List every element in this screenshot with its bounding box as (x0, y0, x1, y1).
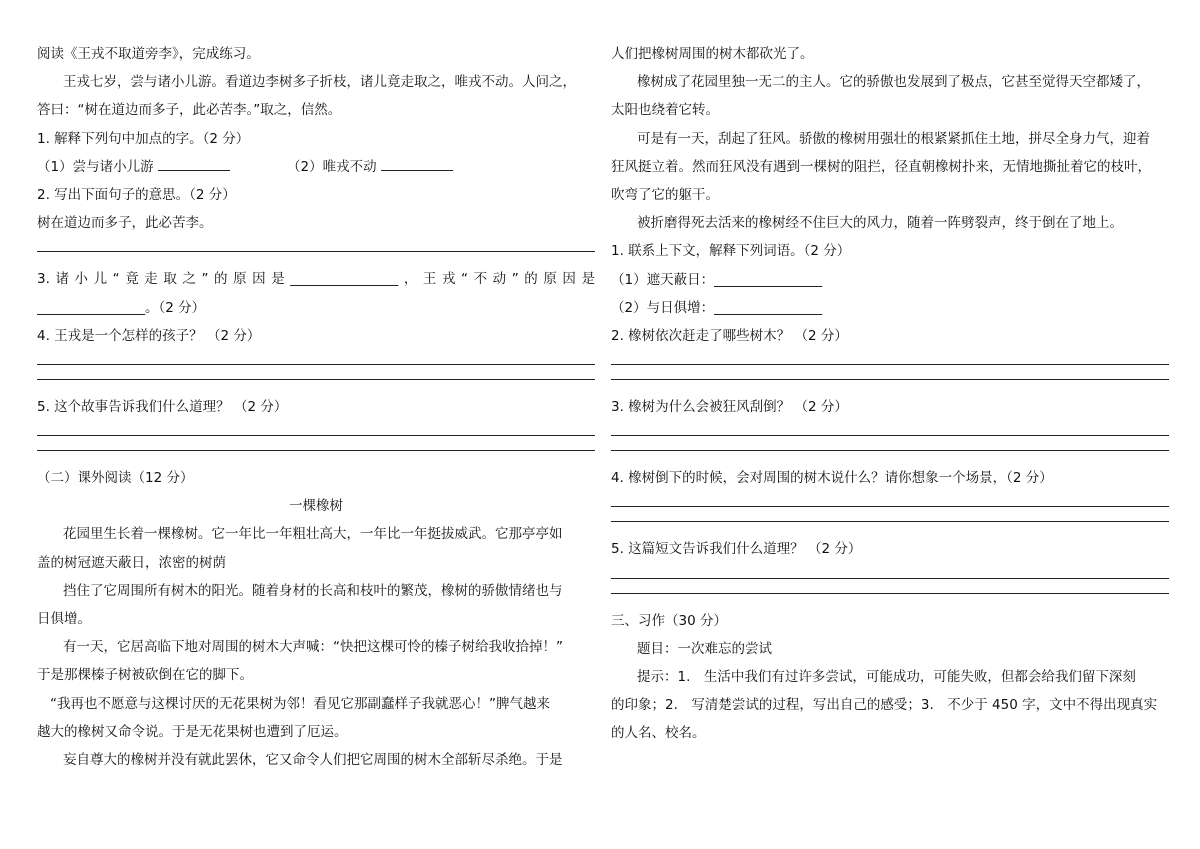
essay-hint-line-1: 提示：1. 生活中我们有过许多尝试，可能成功，可能失败，但都会给我们留下深刻 (637, 669, 1136, 685)
story-title: 一棵橡树 (289, 498, 343, 515)
reading-intro: 阅读《王戎不取道旁李》，完成练习。 (37, 46, 260, 62)
question-3-segment: 之 (182, 271, 196, 288)
section-3-heading: 三、习作（30 分） (611, 612, 727, 629)
question-3-segment: 是 (271, 271, 285, 288)
question-r2: 2. 橡树依次赶走了哪些树木？ （2 分） (611, 327, 848, 344)
essay-hint-line-2: 的印象；2. 写清楚尝试的过程，写出自己的感受；3. 不少于 450 字，文中不得出现真实 (611, 697, 1158, 714)
classical-text-line-1: 王戎七岁，尝与诸小儿游。看道边李树多子折枝，诸儿竟走取之，唯戎不动。人问之， (63, 74, 576, 91)
story-line-8: 越大的橡树又命令说。于是无花果树也遭到了厄运。 (37, 723, 348, 740)
question-r5: 5. 这篇短文告诉我们什么道理？ （2 分） (611, 541, 862, 558)
answer-line[interactable] (611, 578, 1169, 579)
question-3-segment: 走 (144, 271, 158, 288)
question-r3: 3. 橡树为什么会被狂风刮倒？ （2 分） (611, 399, 848, 416)
question-3-segment: 儿 (93, 271, 108, 288)
question-3-segment: 3. (37, 271, 50, 288)
story-continued-line-4: 可是有一天，刮起了狂风。骄傲的橡树用强壮的根紧紧抓住土地，拼尽全身力气，迎着 (637, 130, 1150, 147)
question-3-segment: 竟 (125, 271, 139, 288)
story-continued-line-3: 太阳也绕着它转。 (611, 102, 719, 119)
answer-line[interactable] (611, 379, 1169, 380)
question-4: 4. 王戎是一个怎样的孩子？ （2 分） (37, 327, 261, 344)
question-1-item-a: （1）尝与诸小儿游 (37, 158, 154, 175)
question-3-line-1 (37, 265, 595, 293)
question-3-segment: 因 (252, 271, 266, 288)
section-2-heading: （二）课外阅读（12 分） (37, 470, 194, 487)
answer-line[interactable] (611, 593, 1169, 594)
question-3-segment: 动 (492, 271, 507, 288)
story-line-6: 于是那棵榛子树被砍倒在它的脚下。 (37, 667, 253, 684)
question-1: 1. 解释下列句中加点的字。（2 分） (37, 130, 250, 147)
answer-line[interactable] (611, 450, 1169, 451)
question-3-segment: ” (201, 271, 209, 288)
story-line-4: 日俱增。 (37, 611, 91, 627)
classical-text-line-2: 答曰：“树在道边而多子，此必苦李。”取之，信然。 (37, 102, 342, 119)
answer-line[interactable] (37, 450, 595, 451)
question-3-segment[interactable]: ________________ (290, 271, 399, 288)
question-3-segment: 不 (473, 271, 488, 288)
question-5: 5. 这个故事告诉我们什么道理？ （2 分） (37, 398, 288, 415)
answer-blank-1b[interactable] (381, 158, 453, 171)
question-3-segment: 取 (163, 271, 177, 288)
answer-line[interactable] (611, 521, 1169, 522)
story-line-5: 有一天，它居高临下地对周围的树木大声喊：“快把这棵可怜的榛子树给我收拾掉！” (63, 639, 563, 656)
question-r1-item-b[interactable]: （2）与日俱增：________________ (611, 299, 823, 316)
answer-line[interactable] (37, 379, 595, 380)
answer-line[interactable] (37, 364, 595, 365)
story-line-3: 挡住了它周围所有树木的阳光。随着身材的长高和枝叶的繁茂，橡树的骄傲情绪也与 (63, 582, 563, 599)
story-line-2: 盖的树冠遮天蔽日，浓密的树荫 (37, 554, 226, 571)
question-3-segment: 是 (581, 271, 595, 288)
question-2: 2. 写出下面句子的意思。（2 分） (37, 186, 236, 203)
question-3-segment: ” (511, 271, 519, 288)
question-3-segment: 戎 (441, 271, 456, 288)
story-continued-line-5: 狂风挺立着。然而狂风没有遇到一棵树的阻拦，径直朝橡树扑来，无情地撕扯着它的枝叶， (611, 158, 1151, 175)
question-3-segment: 原 (543, 271, 557, 288)
answer-line[interactable] (37, 435, 595, 436)
question-r4: 4. 橡树倒下的时候，会对周围的树木说什么？请你想象一个场景，（2 分） (611, 470, 1053, 487)
question-3-segment: 王 (422, 271, 437, 288)
question-r1: 1. 联系上下文，解释下列词语。（2 分） (611, 243, 851, 260)
story-continued-line-7: 被折磨得死去活来的橡树经不住巨大的风力，随着一阵劈裂声，终于倒在了地上。 (637, 215, 1123, 232)
answer-line[interactable] (611, 364, 1169, 365)
question-3-segment: 原 (233, 271, 247, 288)
story-line-1: 花园里生长着一棵橡树。它一年比一年粗壮高大，一年比一年挺拔威武。它那亭亭如 (63, 526, 563, 543)
story-line-7: “我再也不愿意与这棵讨厌的无花果树为邻！看见它那副蠢样子我就恶心！”脾气越来 (50, 695, 550, 712)
answer-line[interactable] (611, 506, 1169, 507)
story-continued-line-1: 人们把橡树周围的树木都砍光了。 (611, 46, 814, 62)
question-3-segment: 因 (562, 271, 576, 288)
question-2-sentence: 树在道边而多子，此必苦李。 (37, 215, 213, 232)
question-1-items (37, 153, 595, 181)
question-3-segment: 诸 (55, 271, 69, 288)
story-continued-line-2: 橡树成了花园里独一无二的主人。它的骄傲也发展到了极点，它甚至觉得天空都矮了， (637, 74, 1150, 91)
answer-line[interactable] (611, 435, 1169, 436)
question-3-segment: 的 (214, 271, 228, 288)
question-3-line-2: ________________。（2 分） (37, 299, 206, 316)
right-column (611, 40, 1169, 748)
question-3-segment: “ (112, 271, 120, 288)
question-r1-item-a[interactable]: （1）遮天蔽日：________________ (611, 271, 823, 288)
essay-hint-line-3: 的人名、校名。 (611, 725, 706, 742)
question-1-item-b: （2）唯戎不动 (287, 158, 377, 175)
answer-line[interactable] (37, 251, 595, 252)
question-3-segment: ， (403, 271, 418, 288)
question-3-segment: “ (461, 271, 469, 288)
question-3-segment: 的 (524, 271, 538, 288)
story-line-9: 妄自尊大的橡树并没有就此罢休，它又命令人们把它周围的树木全部斩尽杀绝。于是 (63, 751, 563, 768)
left-column (37, 40, 595, 774)
story-continued-line-6: 吹弯了它的躯干。 (611, 186, 719, 203)
question-3-segment: 小 (74, 271, 89, 288)
essay-topic: 题目：一次难忘的尝试 (637, 640, 772, 657)
answer-blank-1a[interactable] (158, 158, 230, 171)
